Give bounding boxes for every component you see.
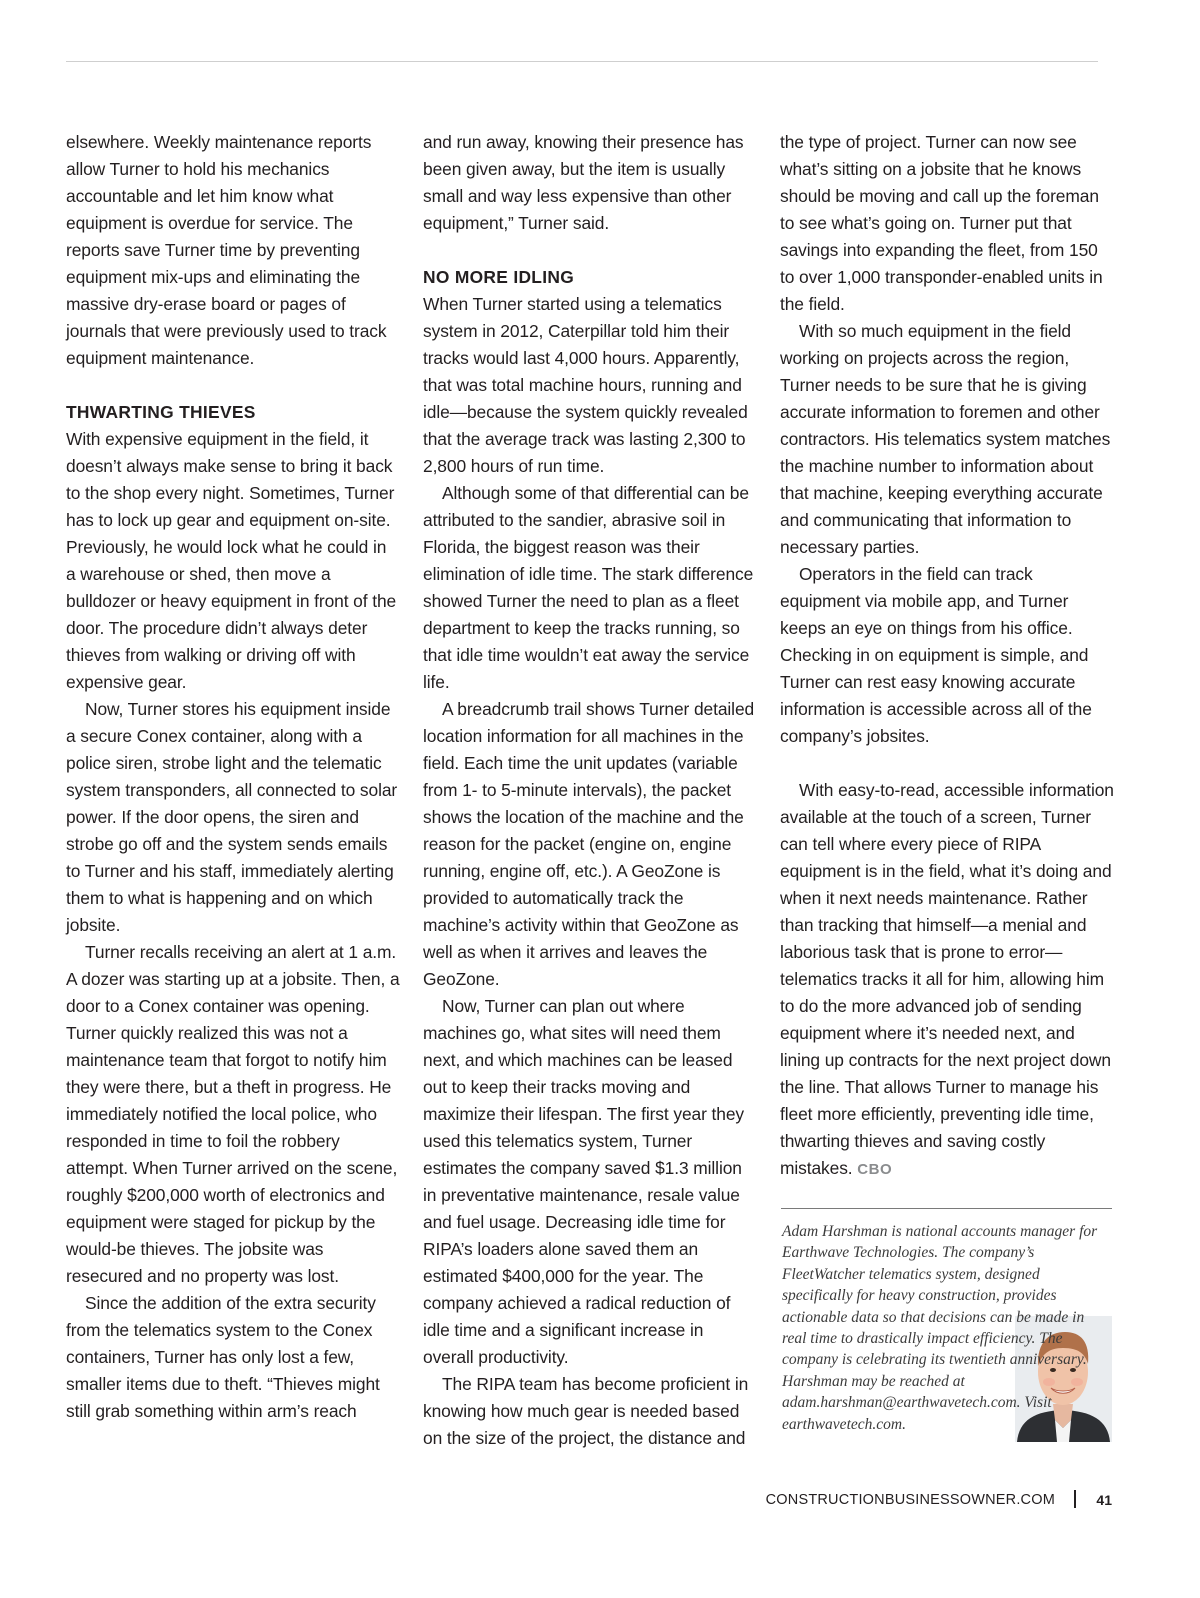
paragraph: With so much equipment in the field working on projects across the region, Turner needs to be sure that he is giving accurate information to foremen and other contractors. His telematics system matches the machine number to information about that machine, keeping everything accurate and communicating that information to necessary parties. — [780, 321, 1111, 557]
footer-site: CONSTRUCTIONBUSINESSOWNER.COM — [765, 1492, 1055, 1508]
paragraph: Now, Turner stores his equipment inside a secure Conex container, along with a police siren, strobe light and the telematic system transponders, all connected to solar power. If the door opens, the siren and strobe go off and the system sends emails to Turner and his staff, immediately alerting them to what is happening and on which jobsite. — [66, 699, 398, 935]
paragraph: Turner recalls receiving an alert at 1 a.m. A dozer was starting up at a jobsite. Then, a door to a Conex container was opening. Turner quickly realized this was not a maintenance team that forgot to notify him they were there, but a theft in progress. He immediately notified the local police, who responded in time to foil the robbery attempt. When Turner arrived on the scene, roughly $200,000 worth of electronics and equipment were staged for pickup by the would-be thieves. The jobsite was resecured and no property was lost. — [66, 942, 400, 1286]
paragraph: the type of project. Turner can now see what’s sitting on a jobsite that he knows should be moving and call up the foreman to see what’s going on. Turner put that savings into expanding the fleet, from 150 to over 1,000 transponder-enabled units in the field. — [780, 132, 1103, 314]
author-bio: Adam Harshman is national accounts manager for Earthwave Technologies. The company’s FleetWatcher telematics system, designed specifically for heavy construction, provides actionable data so that decisions can be made in real time to drastically impact efficiency. The company is celebrating its twentieth anniversary. Harshman may be reached at adam.harshman@earthwavetech.com. Visit earthwavetech.com. — [782, 1223, 1098, 1433]
paragraph: Although some of that differential can be attributed to the sandier, abrasive soil in Florida, the biggest reason was their elimination of idle time. The stark difference showed Turner the need to plan as a fleet department to keep the tracks running, so that idle time wouldn’t eat away the service life. — [423, 483, 754, 692]
footer-divider — [1074, 1490, 1076, 1508]
page-number: 41 — [1096, 1492, 1112, 1508]
page-footer — [700, 1490, 1112, 1514]
paragraph: Now, Turner can plan out where machines go, what sites will need them next, and which machines can be leased out to keep their tracks moving and maximize their lifespan. The first year they used this telematics system, Turner estimates the company saved $1.3 million in preventative maintenance, resale value and fuel usage. Decreasing idle time for RIPA’s loaders alone saved them an estimated $400,000 for the year. The company achieved a radical reduction of idle time and a significant increase in overall productivity. — [423, 996, 744, 1367]
paragraph: elsewhere. Weekly maintenance reports allow Turner to hold his mechanics accountable and let him know what equipment is overdue for service. The reports save Turner time by preventing equipment mix-ups and eliminating the massive dry-erase board or pages of journals that were previously used to track equipment maintenance. — [66, 132, 387, 368]
paragraph: When Turner started using a telematics system in 2012, Caterpillar told him their tracks would last 4,000 hours. Apparently, that was total machine hours, running and idle—because the system quickly revealed that the average track was lasting 2,300 to 2,800 hours of run time. — [423, 294, 748, 476]
paragraph: Operators in the field can track equipment via mobile app, and Turner keeps an eye on things from his office. Checking in on equipment is simple, and Turner can rest easy knowing accurate information is accessible across all of the company’s jobsites. — [780, 564, 1092, 746]
paragraph: A breadcrumb trail shows Turner detailed location information for all machines in the field. Each time the unit updates (variable from 1- to 5-minute intervals), the packet shows the location of the machine and the reason for the packet (engine on, engine running, engine off, etc.). A GeoZone is provided to automatically track the machine’s activity within that GeoZone as well as when it arrives and leaves the GeoZone. — [423, 699, 755, 989]
top-rule — [66, 61, 1098, 62]
article-column-2 — [423, 129, 758, 1452]
end-mark: CBO — [857, 1161, 893, 1178]
article-column-3 — [780, 129, 1115, 1183]
article-column-1 — [66, 129, 400, 1425]
paragraph: Since the addition of the extra security from the telematics system to the Conex containers, Turner has only lost a few, smaller items due to theft. “Thieves might still grab something within arm’s reach — [66, 1293, 380, 1421]
section-heading-thwarting-thieves: THWARTING THIEVES — [66, 402, 256, 422]
paragraph-text: With easy-to-read, accessible information available at the touch of a screen, Turner can tell where every piece of RIPA equipment is in the field, what it’s doing and when it next needs maintenance. Rather than tracking that himself—a menial and laborious task that is prone to error—telematics tracks it all for him, allowing him to do the more advanced job of sending equipment where it’s needed next, and lining up contracts for the next project down the line. That allows Turner to manage his fleet more efficiently, preventing idle time, thwarting thieves and saving costly mistakes. — [780, 780, 1114, 1178]
bio-divider — [781, 1208, 1112, 1209]
paragraph: The RIPA team has become proficient in knowing how much gear is needed based on the size of the project, the distance and — [423, 1374, 749, 1448]
paragraph — [780, 777, 1115, 1183]
paragraph: With expensive equipment in the field, it doesn’t always make sense to bring it back to the shop every night. Sometimes, Turner has to lock up gear and equipment on-site. Previously, he would lock what he could in a warehouse or shed, then move a bulldozer or heavy equipment in front of the door. The procedure didn’t always deter thieves from walking or driving off with expensive gear. — [66, 429, 397, 692]
section-heading-no-more-idling: NO MORE IDLING — [423, 267, 575, 287]
paragraph: and run away, knowing their presence has been given away, but the item is usually small and way less expensive than other equipment,” Turner said. — [423, 132, 744, 233]
